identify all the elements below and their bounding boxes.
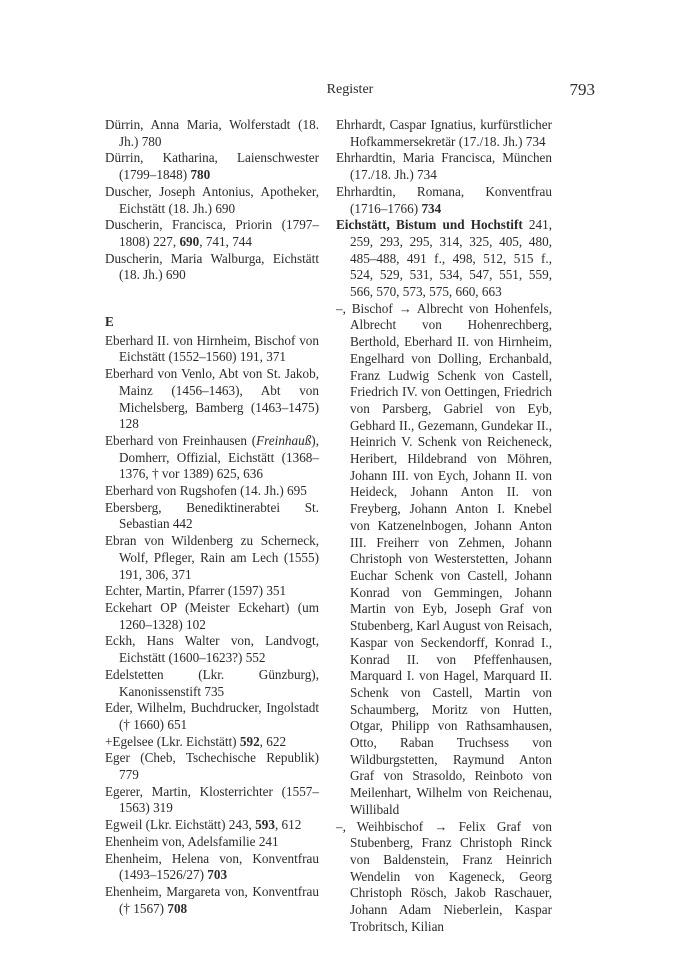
index-entry: Egerer, Martin, Klosterrichter (1557–1563) 319 [105, 783, 319, 816]
index-entry: –, Weihbischof → Felix Graf von Stubenberg, Franz Christoph Rinck von Baldenstein, Franz Heinrich Wendelin von Kageneck, Georg Christoph Rösch, Jakob Raschauer, Johann Adam Nieberlein, Kaspar Trobritsch, Kilian [336, 818, 552, 934]
index-entry: Ehenheim von, Adelsfamilie 241 [105, 833, 279, 849]
index-entry: –, Bischof → Albrecht von Hohenfels, Albrecht von Hohenrechberg, Berthold, Eberhard II. von Hirnheim, Engelhard von Dolling, Erchanbald, Franz Ludwig Schenk von Castell, Friedrich IV. von Oettingen, Friedrich von Parsberg, Gabriel von Eyb, Gebhard II., Gezemann, Gundekar II., Heinrich V. Schenk von Reicheneck, Heribert, Hildebrand von Möhren, Johann III. von Eych, Johann II. von Heideck, Johann Anton II. von Freyberg, Johann Anton I. Knebel von Katzenelnbogen, Johann Anton III. Freiherr von Zehmen, Johann Christoph von Westerstetten, Johann Euchar Schenk von Castell, Johann Konrad von Gemmingen, Johann Martin von Eyb, Joseph Graf von Stubenberg, Karl August von Reisach, Kaspar von Seckendorff, Konrad I., Konrad II. von Pfeffenhausen, Marquard I. von Hagel, Marquard II. Schenk von Castell, Martin von Schaumberg, Moritz von Hutten, Otgar, Philipp von Rathsamhausen, Otto, Raban Truchsess von Wildburgstetten, Raymund Anton Graf von Strasoldo, Reinboto von Meilenhart, Wilhelm von Reichenau, Willibald [336, 300, 552, 817]
entry-group-d [105, 117, 319, 284]
right-column [336, 117, 552, 935]
index-entry: Duscherin, Francisca, Priorin (1797–1808) 227, 690, 741, 744 [105, 217, 319, 249]
index-entry: Ehenheim, Helena von, Konventfrau (1493–1526/27) 703 [105, 850, 319, 883]
section-letter: E [105, 314, 114, 330]
index-entry: Eckehart OP (Meister Eckehart) (um 1260–1328) 102 [105, 599, 319, 632]
entry-group-e [105, 333, 319, 918]
page-number: 793 [569, 80, 595, 99]
index-entry: Duscher, Joseph Antonius, Apotheker, Eichstätt (18. Jh.) 690 [105, 183, 319, 216]
index-entry: Ehenheim, Margareta von, Konventfrau († 1567) 708 [105, 883, 319, 916]
index-entry: Eder, Wilhelm, Buchdrucker, Ingolstadt († 1660) 651 [105, 700, 319, 732]
index-entry: Dürrin, Katharina, Laienschwester (1799–1848) 780 [105, 150, 319, 183]
index-entry: +Egelsee (Lkr. Eichstätt) 592, 622 [105, 733, 287, 749]
index-entry: Eichstätt, Bistum und Hochstift 241, 259, 293, 295, 314, 325, 405, 480, 485–488, 491 f., 498, 512, 515 f., 524, 529, 531, 534, 547, 551, 559, 566, 570, 573, 575, 660, 663 [336, 217, 552, 300]
running-head: Register [326, 82, 374, 97]
index-entry: Duscherin, Maria Walburga, Eichstätt (18. Jh.) 690 [105, 250, 319, 283]
index-entry: Ehrhardtin, Maria Francisca, München (17./18. Jh.) 734 [336, 150, 552, 183]
index-entry: Eger (Cheb, Tschechische Republik) 779 [105, 750, 319, 783]
index-entry: Eberhard von Freinhausen (Freinhauß), Domherr, Offizial, Eichstätt (1368–1376, † vor 1389) 625, 636 [105, 432, 319, 482]
section-gap [105, 284, 319, 314]
index-entry: Dürrin, Anna Maria, Wolferstadt (18. Jh.) 780 [105, 117, 319, 149]
index-entry: Ebran von Wildenberg zu Scherneck, Wolf, Pfleger, Rain am Lech (1555) 191, 306, 371 [105, 533, 319, 582]
index-entry: Eberhard II. von Hirnheim, Bischof von Eichstätt (1552–1560) 191, 371 [105, 332, 319, 365]
index-entry: Ehrhardt, Caspar Ignatius, kurfürstlicher Hofkammersekretär (17./18. Jh.) 734 [336, 117, 552, 149]
index-entry: Ehrhardtin, Romana, Konventfrau (1716–1766) 734 [336, 183, 552, 216]
index-entry: Eckh, Hans Walter von, Landvogt, Eichstätt (1600–1623?) 552 [105, 633, 319, 666]
index-entry: Egweil (Lkr. Eichstätt) 243, 593, 612 [105, 817, 302, 833]
page-header [0, 80, 700, 102]
index-entry: Edelstetten (Lkr. Günzburg), Kanonissenstift 735 [105, 666, 319, 699]
left-column [105, 117, 319, 917]
index-entry: Eberhard von Venlo, Abt von St. Jakob, Mainz (1456–1463), Abt von Michelsberg, Bamberg (1463–1475) 128 [105, 366, 319, 432]
entry-group-e-continued [336, 117, 552, 935]
index-entry: Echter, Martin, Pfarrer (1597) 351 [105, 583, 287, 599]
index-entry: Ebersberg, Benediktinerabtei St. Sebastian 442 [105, 499, 319, 532]
index-entry: Eberhard von Rugshofen (14. Jh.) 695 [105, 483, 307, 499]
